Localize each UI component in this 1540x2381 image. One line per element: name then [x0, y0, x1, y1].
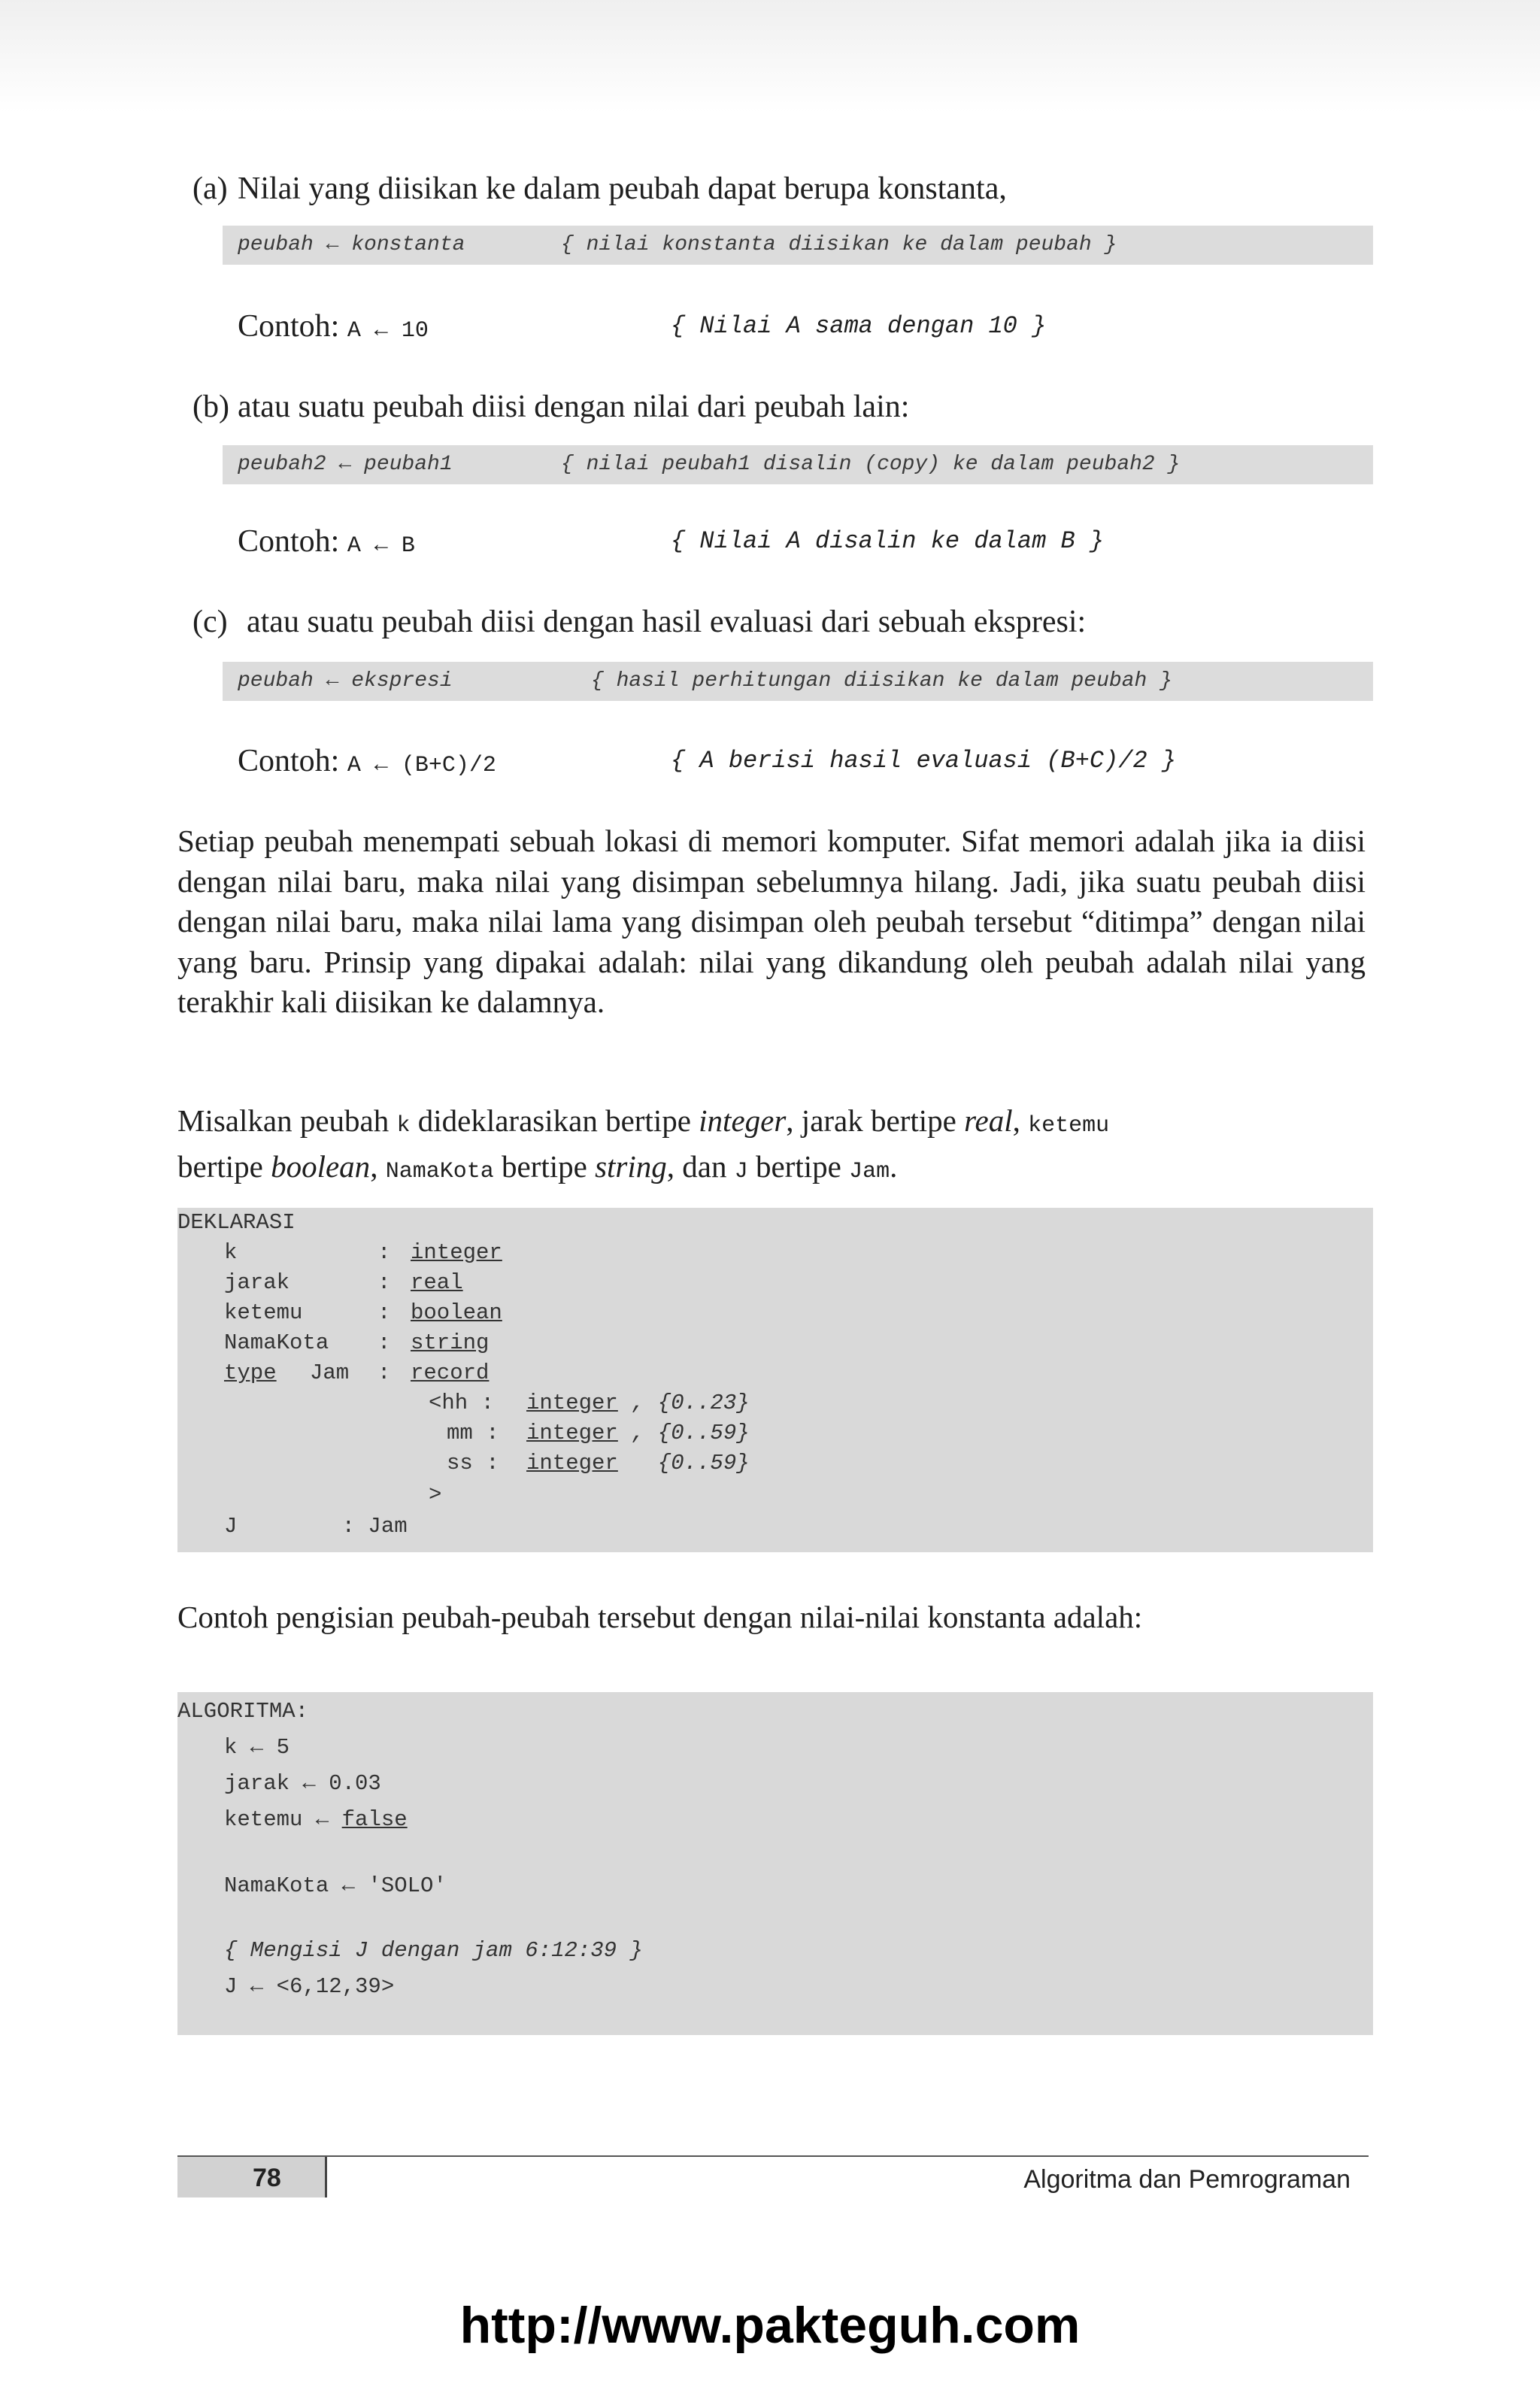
decl-ketemu-name: ketemu [224, 1300, 303, 1325]
section-a-text: Nilai yang diisikan ke dalam peubah dapat berupa konstanta, [238, 171, 1007, 206]
decl-field-hh-range: , {0..23} [632, 1391, 750, 1415]
section-b-label: (b) [192, 390, 229, 424]
section-c-text: atau suatu peubah diisi dengan hasil evaluasi dari sebuah ekspresi: [247, 605, 1087, 639]
paragraph-assignment-intro: Contoh pengisian peubah-peubah tersebut dengan nilai-nilai konstanta adalah: [177, 1600, 1143, 1634]
book-title: Algoritma dan Pemrograman [1023, 2165, 1351, 2194]
algo-line-namakota: NamaKota ← 'SOLO' [224, 1873, 447, 1898]
text-fragment: bertipe [177, 1148, 271, 1184]
text-fragment: , [1012, 1103, 1029, 1138]
section-b-code: peubah2 ← peubah1 [238, 453, 453, 476]
type-jam: Jam [849, 1158, 890, 1184]
footer-separator [325, 2157, 327, 2197]
decl-field-mm: mm : [447, 1421, 499, 1445]
type-integer: integer [699, 1103, 787, 1138]
section-b-example-comment: { Nilai A disalin ke dalam B } [671, 527, 1105, 555]
decl-j: J : Jam [224, 1514, 408, 1539]
text-fragment: bertipe [747, 1148, 850, 1184]
var-ketemu: ketemu [1028, 1113, 1110, 1139]
algoritma-code-block [177, 1692, 1373, 2035]
decl-namakota-type: string [411, 1330, 490, 1355]
section-c-code-bar [223, 662, 1373, 701]
paragraph-memory: Setiap peubah menempati sebuah lokasi di memori komputer. Sifat memori adalah jika ia diisi dengan nilai baru, maka nilai yang disimpan sebelumnya hilang. Jadi, jika suatu peubah diisi dengan nilai baru, maka nilai lama yang disimpan oleh peubah tersebut “ditimpa” dengan nilai yang baru. Prinsip yang dipakai adalah: nilai yang dikandung oleh peubah adalah nilai yang terakhir kali diisikan ke dalamnya. [177, 823, 1366, 1019]
decl-colon: : [377, 1360, 391, 1385]
section-c-example-comment: { A berisi hasil evaluasi (B+C)/2 } [671, 747, 1177, 775]
footer-rule [177, 2155, 1369, 2157]
page-number: 78 [253, 2164, 281, 2192]
text-fragment: , jarak bertipe [786, 1103, 965, 1138]
section-a-code: peubah ← konstanta [238, 233, 465, 256]
decl-jarak-type: real [411, 1270, 463, 1295]
section-b-example [238, 522, 1366, 561]
algoritma-header: ALGORITMA: [177, 1699, 309, 1724]
text-fragment: Misalkan peubah [177, 1103, 397, 1138]
section-a-example-label: Contoh: [238, 309, 340, 344]
section-c-example-label: Contoh: [238, 744, 340, 778]
section-c-example [238, 742, 1366, 781]
section-a-label: (a) [192, 171, 228, 206]
section-b-example-code: A ← B [347, 533, 415, 559]
section-a-comment: { nilai konstanta diisikan ke dalam peubah } [561, 233, 1117, 256]
var-namakota: NamaKota [385, 1158, 494, 1184]
decl-field-ss-range: {0..59} [632, 1451, 750, 1476]
decl-field-hh-type: integer [526, 1391, 618, 1415]
algo-line-jarak: jarak ← 0.03 [224, 1771, 381, 1796]
decl-record-close: > [429, 1482, 442, 1507]
section-c-example-code: A ← (B+C)/2 [347, 753, 496, 778]
text-fragment: bertipe [493, 1148, 596, 1184]
decl-jarak-name: jarak [224, 1270, 290, 1295]
page-top-shade [0, 0, 1540, 113]
algo-line-k: k ← 5 [224, 1735, 290, 1760]
type-real: real [964, 1103, 1013, 1138]
var-k: k [396, 1113, 411, 1139]
section-a-example [238, 307, 1366, 346]
decl-k-name: k [224, 1240, 238, 1265]
var-j: J [734, 1158, 748, 1184]
section-a-example-code: A ← 10 [347, 318, 429, 344]
decl-jam-type: record [411, 1360, 490, 1385]
decl-field-ss: ss : [447, 1451, 499, 1476]
decl-colon: : [377, 1300, 391, 1325]
decl-ketemu-type: boolean [411, 1300, 502, 1325]
algo-comment: { Mengisi J dengan jam 6:12:39 } [224, 1938, 643, 1963]
deklarasi-code-block [177, 1208, 1373, 1552]
decl-colon: : [377, 1270, 391, 1295]
decl-k-type: integer [411, 1240, 502, 1265]
section-a-example-comment: { Nilai A sama dengan 10 } [671, 312, 1047, 340]
algo-ketemu-assign: ketemu ← [224, 1807, 342, 1832]
type-string: string [595, 1148, 667, 1184]
section-b-comment: { nilai peubah1 disalin (copy) ke dalam peubah2 } [561, 453, 1181, 476]
decl-field-mm-type: integer [526, 1421, 618, 1445]
section-c-label: (c) [192, 605, 228, 639]
text-fragment: , dan [666, 1148, 735, 1184]
section-b-example-label: Contoh: [238, 524, 340, 559]
decl-type-keyword: type [224, 1360, 277, 1385]
section-c-code: peubah ← ekspresi [238, 669, 453, 693]
section-a-code-bar [223, 226, 1373, 265]
text-fragment: , [370, 1148, 386, 1184]
decl-field-ss-type: integer [526, 1451, 618, 1476]
section-b-code-bar [223, 445, 1373, 484]
decl-namakota-name: NamaKota [224, 1330, 329, 1355]
algo-false-literal: false [341, 1807, 408, 1832]
deklarasi-header: DEKLARASI [177, 1210, 296, 1235]
paragraph-declaration-intro [177, 1101, 1366, 1192]
decl-colon: : [377, 1240, 391, 1265]
page-number-box [177, 2157, 325, 2197]
section-c-comment: { hasil perhitungan diisikan ke dalam peubah } [591, 669, 1172, 693]
watermark-url: http://www.pakteguh.com [459, 2297, 1081, 2354]
decl-field-hh: <hh : [429, 1391, 495, 1415]
section-b-text: atau suatu peubah diisi dengan nilai dari peubah lain: [238, 390, 910, 424]
text-fragment: . [890, 1148, 898, 1184]
type-boolean: boolean [271, 1148, 371, 1184]
decl-field-mm-range: , {0..59} [632, 1421, 750, 1445]
algo-line-j: J ← <6,12,39> [224, 1974, 395, 1999]
decl-colon: : [377, 1330, 391, 1355]
text-fragment: dideklarasikan bertipe [410, 1103, 699, 1138]
decl-jam-name: Jam [310, 1360, 350, 1385]
algo-line-ketemu [224, 1805, 408, 1835]
